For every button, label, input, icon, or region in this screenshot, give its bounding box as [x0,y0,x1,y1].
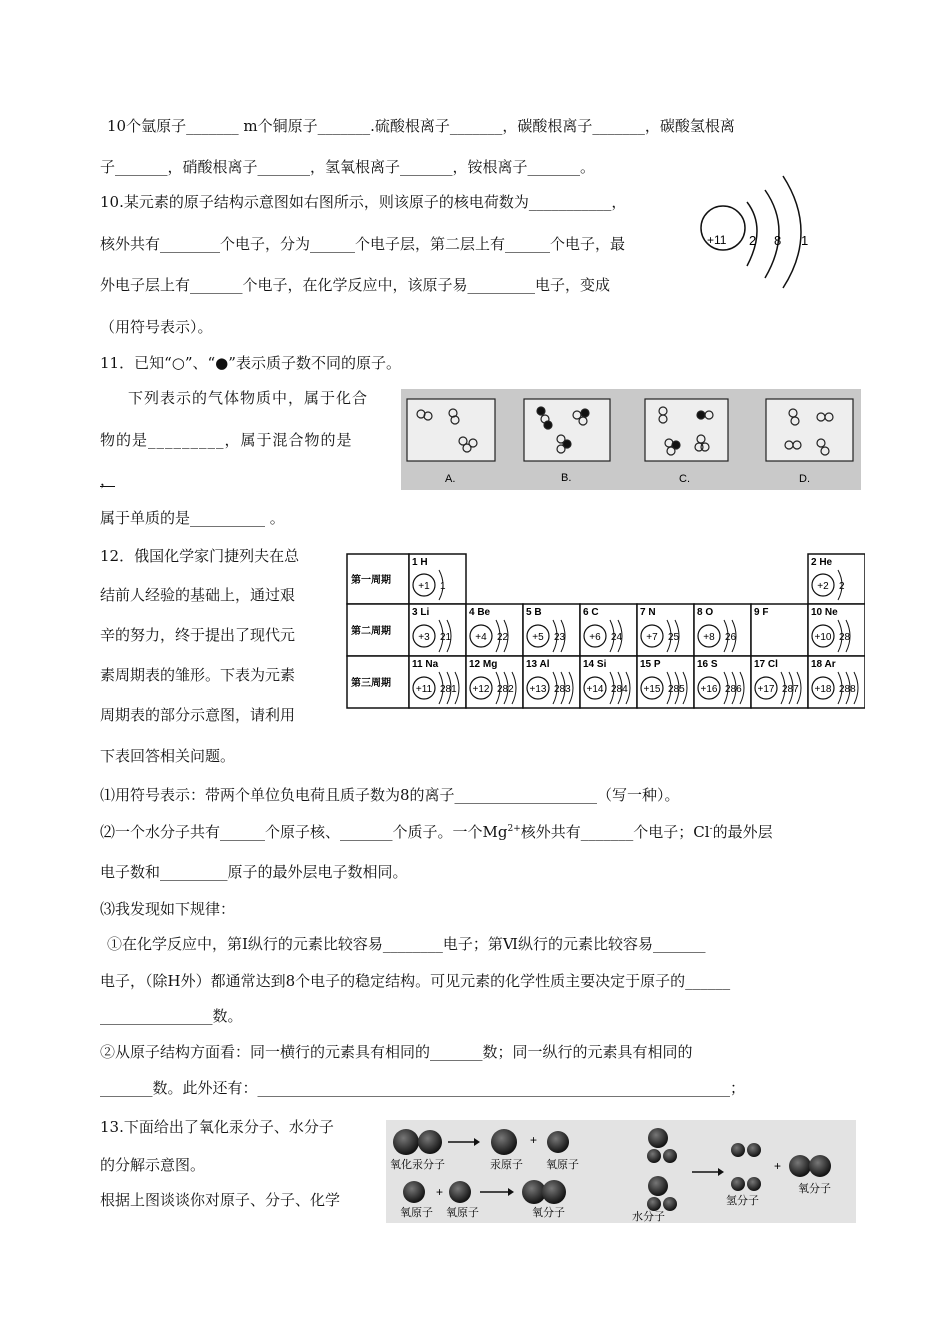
label-a: A. [445,473,456,485]
element-name: 10 Ne [811,607,838,618]
q12-line-3: 辛的努力，终于提出了现代元 [100,626,296,644]
element-charge: +16 [700,684,718,695]
element-shells: 285 [668,684,685,695]
q11-line-1: 11．已知“○”、“●”表示质子数不同的原子。 [100,354,401,372]
box-d [766,399,853,461]
element-shells: 1 [440,581,446,592]
element-charge: +1 [418,581,430,592]
element-charge: +12 [472,684,490,695]
element-name: 9 F [754,607,769,618]
box-a [407,399,495,461]
element-charge: +4 [475,632,487,643]
q9-line-1: 10个氩原子_______ m个铜原子_______.硫酸根离子_______，碳酸根离子_______，碳酸氢根离 [107,117,735,135]
element-name: 14 Si [583,659,607,670]
q11-line-2: 下列表示的气体物质中，属于化合 [128,389,369,407]
element-charge: +10 [814,632,832,643]
element-name: 2 He [811,557,833,568]
q11-line-5: 属于单质的是__________ 。 [100,509,285,527]
element-name: 12 Mg [469,659,498,670]
box-c [645,399,728,461]
element-shells: 23 [554,632,566,643]
q12-part-3: 电子数和_________原子的最外层电子数相同。 [100,863,408,881]
q12-line-5: 周期表的部分示意图，请利用 [100,706,296,724]
q12-part-2a: ⑵一个水分子共有______个原子核、_______个质子。一个Mg [100,823,508,841]
element-charge: +7 [646,632,658,643]
element-charge: +17 [757,684,775,695]
q12-part-2 [100,822,773,842]
q12-part-8: ②从原子结构方面看：同一横行的元素具有相同的_______数；同一纵行的元素具有相同的 [100,1043,693,1061]
o-atom-label-3: 氧原子 [446,1207,479,1219]
element-name: 16 S [697,659,718,670]
element-charge: +13 [529,684,547,695]
element-name: 15 P [640,659,661,670]
shell-count-2: 8 [774,233,782,248]
gas-molecules-figure [401,389,861,490]
element-name: 7 N [640,607,656,618]
element-name: 1 H [412,557,428,568]
element-shells: 281 [440,684,457,695]
cl-charge-sup: - [709,824,713,834]
hgo-label: 氧化汞分子 [390,1159,445,1171]
element-shells: 21 [440,632,452,643]
label-d: D. [799,473,810,485]
nucleus-charge: +11 [707,233,727,247]
q12-line-4: 素周期表的雏形。下表为元素 [100,666,296,684]
element-name: 13 Al [526,659,550,670]
q12-part-1: ⑴用符号表示：带两个单位负电荷且质子数为8的离子___________________（写一种）。 [100,786,680,804]
element-shells: 25 [668,632,680,643]
shell-count-3: 1 [801,233,809,248]
atom-structure-diagram [695,170,825,290]
shell-arc-3 [783,176,801,288]
element-shells: 22 [497,632,509,643]
box-b [524,399,610,461]
element-shells: 28 [839,632,851,643]
element-name: 17 Cl [754,659,778,670]
element-name: 3 Li [412,607,430,618]
q12-part-6: 电子，（除H外）都通常达到8个电子的稳定结构。可见元素的化学性质主要决定于原子的______ [100,972,731,990]
element-name: 18 Ar [811,659,836,670]
label-c: C. [679,473,690,485]
q13-line-2: 的分解示意图。 [100,1156,206,1174]
element-shells: 283 [554,684,571,695]
mg-charge-sup: 2+ [507,824,521,834]
element-shells: 284 [611,684,628,695]
periodic-table-figure [345,552,865,712]
svg-text:+: + [774,1159,782,1173]
o-atom-label-2: 氧原子 [400,1207,433,1219]
shell-count-1: 2 [749,233,757,248]
label-b: B. [561,472,572,484]
q13-line-3: 根据上图谈谈你对原子、分子、化学 [100,1191,341,1209]
element-charge: +3 [418,632,430,643]
h2-label: 氢分子 [726,1195,759,1207]
decomposition-figure [386,1120,856,1223]
element-charge: +14 [586,684,604,695]
q10-line-4: （用符号表示）。 [100,318,213,336]
element-shells: 288 [839,684,856,695]
element-charge: +2 [817,581,829,592]
q12-part-5: ①在化学反应中，第Ⅰ纵行的元素比较容易________电子；第Ⅵ纵行的元素比较容易_______ [107,935,706,953]
element-charge: +15 [643,684,661,695]
q9-line-2: 子_______，硝酸根离子_______，氢氧根离子_______，铵根离子_______。 [100,158,596,176]
element-name: 11 Na [412,659,439,670]
q11-line-3: 物的是_________，属于混合物的是 [100,431,353,449]
q12-part-7: _______________数。 [100,1007,243,1025]
q12-part-2b: 核外共有_______个电子；Cl [520,823,710,841]
q12-part-9: _______数。此外还有：_______________________________________________________________； [100,1079,746,1097]
svg-text:+: + [530,1133,538,1147]
q11-line-4: ， [100,471,116,489]
element-shells: 286 [725,684,742,695]
element-charge: +18 [814,684,832,695]
element-shells: 2 [839,581,845,592]
element-name: 8 O [697,607,714,618]
element-shells: 287 [782,684,799,695]
q10-line-3: 外电子层上有_______个电子，在化学反应中，该原子易_________电子，变成 [100,276,611,294]
element-shells: 282 [497,684,514,695]
period-label: 第二周期 [351,626,391,637]
q12-line-1: 12．俄国化学家门捷列夫在总 [100,547,300,565]
element-shells: 26 [725,632,737,643]
element-charge: +5 [532,632,544,643]
q12-line-6: 下表回答相关问题。 [100,747,236,765]
element-name: 6 C [583,607,599,618]
element-charge: +8 [703,632,715,643]
q10-line-2: 核外共有________个电子，分为______个电子层，第二层上有______个电子，最 [100,235,626,253]
q12-part-4: ⑶我发现如下规律： [100,900,236,918]
element-charge: +11 [415,684,433,695]
o2-label-2: 氧分子 [798,1183,831,1195]
o2-label: 氧分子 [532,1207,565,1219]
o-atom-label-1: 氧原子 [546,1159,579,1171]
hg-label: 汞原子 [490,1159,523,1171]
q12-line-2: 结前人经验的基础上，通过艰 [100,586,296,604]
water-label: 水分子 [632,1211,665,1223]
q10-line-1: 10.某元素的原子结构示意图如右图所示，则该原子的核电荷数为___________， [100,193,627,211]
period-label: 第一周期 [351,575,391,586]
element-name: 4 Be [469,607,491,618]
element-shells: 24 [611,632,623,643]
element-charge: +6 [589,632,601,643]
element-name: 5 B [526,607,542,618]
q13-line-1: 13.下面给出了氧化汞分子、水分子 [100,1118,334,1136]
svg-text:+: + [436,1185,444,1199]
period-label: 第三周期 [351,678,391,689]
q12-part-2c: 的最外层 [712,823,773,841]
